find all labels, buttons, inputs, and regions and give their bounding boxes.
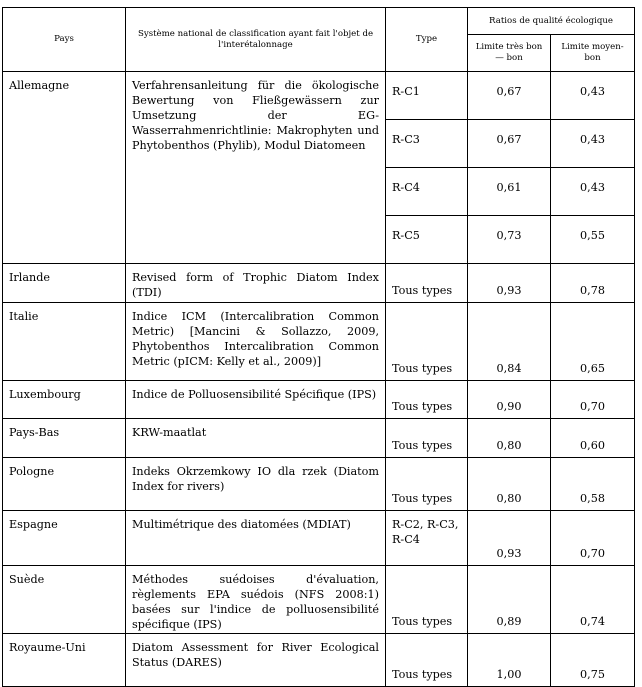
cell-systeme: KRW-maatlat [126,419,386,458]
cell-pays: Suède [3,566,126,634]
cell-type: R-C1 [386,72,468,120]
cell-type: Tous types [386,419,468,458]
cell-type: Tous types [386,458,468,511]
cell-limite-mb: 0,60 [551,419,635,458]
cell-limite-mb: 0,65 [551,303,635,381]
cell-limite-tb-b: 0,80 [468,419,551,458]
cell-limite-tb-b: 0,90 [468,381,551,419]
table-row [3,566,635,634]
cell-limite-tb-b: 0,84 [468,303,551,381]
cell-type: Tous types [386,381,468,419]
cell-limite-tb-b: 0,93 [468,264,551,303]
cell-limite-tb-b: 0,67 [468,120,551,168]
cell-systeme: Indice ICM (Intercalibration Common Metric) [Mancini & Sollazzo, 2009, Phytobenthos Intercalibration Common Metric (pICM: Kelly et al., 2009)] [126,303,386,381]
cell-type: R-C5 [386,216,468,264]
cell-pays: Espagne [3,511,126,566]
cell-limite-tb-b: 0,93 [468,511,551,566]
cell-limite-mb: 0,55 [551,216,635,264]
table-row [3,72,635,120]
header-limite-mb: Limite moyen-bon [551,35,635,72]
cell-type: Tous types [386,566,468,634]
table-row [3,634,635,687]
cell-pays: Irlande [3,264,126,303]
cell-type: Tous types [386,634,468,687]
table-row [3,264,635,303]
header-type: Type [386,8,468,72]
cell-limite-mb: 0,43 [551,120,635,168]
table-row [3,458,635,511]
cell-limite-mb: 0,78 [551,264,635,303]
cell-pays: Luxembourg [3,381,126,419]
cell-limite-mb: 0,75 [551,634,635,687]
header-systeme: Système national de classification ayant fait l'objet de l'interétalonnage [126,8,386,72]
cell-type: R-C3 [386,120,468,168]
cell-type: Tous types [386,303,468,381]
cell-limite-mb: 0,43 [551,168,635,216]
cell-type: R-C4 [386,168,468,216]
table-row [3,511,635,566]
cell-limite-tb-b: 0,67 [468,72,551,120]
table-row [3,419,635,458]
cell-systeme: Multimétrique des diatomées (MDIAT) [126,511,386,566]
cell-type: R-C2, R-C3, R-C4 [386,511,468,566]
cell-pays: Italie [3,303,126,381]
cell-systeme: Verfahrensanleitung für die ökologische Bewertung von Fließgewässern zur Umsetzung der EG-Wasserrahmenrichtlinie: Makrophyten und Phytobenthos (Phylib), Modul Diatomeen [126,72,386,264]
cell-limite-tb-b: 0,61 [468,168,551,216]
cell-limite-mb: 0,58 [551,458,635,511]
cell-limite-mb: 0,74 [551,566,635,634]
cell-pays: Pays-Bas [3,419,126,458]
header-limite-tb-b: Limite très bon — bon [468,35,551,72]
classification-table [2,7,635,687]
cell-limite-mb: 0,43 [551,72,635,120]
cell-pays: Royaume-Uni [3,634,126,687]
cell-pays: Pologne [3,458,126,511]
header-ratios: Ratios de qualité écologique [468,8,635,35]
cell-systeme: Revised form of Trophic Diatom Index (TDI) [126,264,386,303]
cell-type: Tous types [386,264,468,303]
cell-systeme: Indeks Okrzemkowy IO dla rzek (Diatom Index for rivers) [126,458,386,511]
cell-pays: Allemagne [3,72,126,264]
table-row [3,381,635,419]
cell-limite-mb: 0,70 [551,381,635,419]
cell-limite-tb-b: 0,80 [468,458,551,511]
cell-limite-tb-b: 0,73 [468,216,551,264]
cell-systeme: Méthodes suédoises d'évaluation, règlements EPA suédois (NFS 2008:1) basées sur l'indice de polluosensibilité spécifique (IPS) [126,566,386,634]
cell-systeme: Diatom Assessment for River Ecological Status (DARES) [126,634,386,687]
cell-limite-tb-b: 1,00 [468,634,551,687]
cell-limite-tb-b: 0,89 [468,566,551,634]
table-row [3,303,635,381]
header-pays: Pays [3,8,126,72]
cell-limite-mb: 0,70 [551,511,635,566]
cell-systeme: Indice de Polluosensibilité Spécifique (IPS) [126,381,386,419]
